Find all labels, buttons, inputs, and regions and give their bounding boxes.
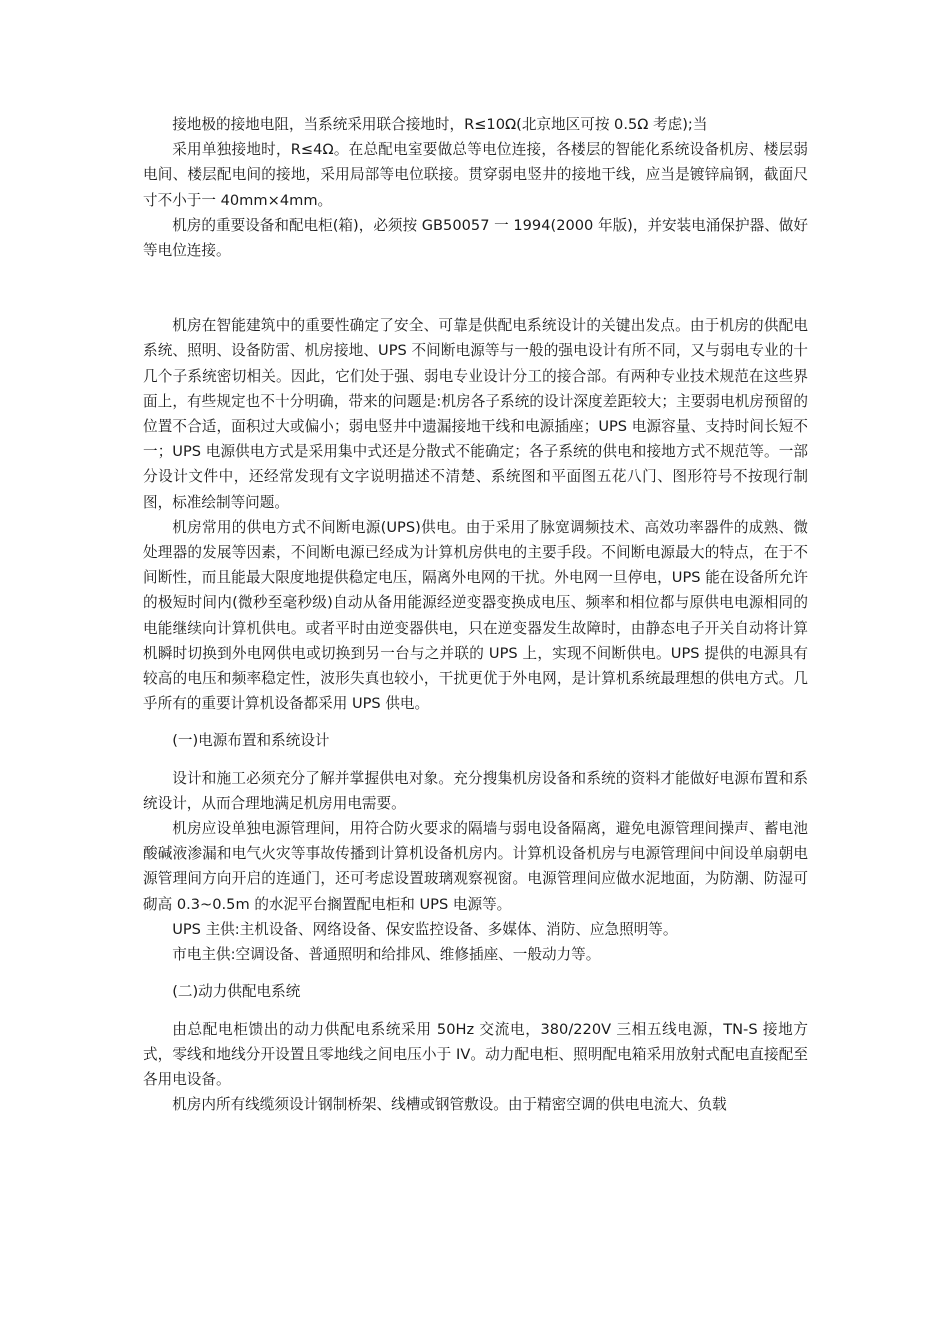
paragraph-machine-room-importance: 机房在智能建筑中的重要性确定了安全、可靠是供配电系统设计的关键出发点。由于机房的供配电系统、照明、设备防雷、机房接地、UPS 不间断电源等与一般的强电设计有所不同，又与弱电专业的十几个子系统密切相关。因此，它们处于强、弱电专业设计分工的接合部。有两种专业技术规范在这些界面上，有些规定也不十分明确，带来的问题是:机房各子系统的设计深度差距较大；主要弱电机房预留的位置不合适，面积过大或偏小；弱电竖井中遗漏接地干线和电源插座；UPS 电源容量、支持时间长短不一；UPS 电源供电方式是采用集中式还是分散式不能确定；各子系统的供电和接地方式不规范等。一部分设计文件中，还经常发现有文字说明描述不清楚、系统图和平面图五花八门、图形符号不按现行制图，标准绘制等问题。 xyxy=(143,317,808,511)
paragraph-separate-grounding: 采用单独接地时，R≤4Ω。在总配电室要做总等电位连接，各楼层的智能化系统设备机房、楼层弱电间、楼层配电间的接地，采用局部等电位联接。贯穿弱电竖井的接地干线，应当是镀锌扁钢，截面尺寸不小于一 40mm×4mm。 xyxy=(143,141,808,209)
heading-gap xyxy=(143,967,808,979)
paragraph-design-construction: 设计和施工必须充分了解并掌握供电对象。充分搜集机房设备和系统的资料才能做好电源布置和系统设计，从而合理地满足机房用电需要。 xyxy=(143,769,808,812)
paragraph-cabling: 机房内所有线缆须设计钢制桥架、线槽或钢管敷设。由于精密空调的供电电流大、负载 xyxy=(172,1096,727,1114)
paragraph-distribution-system: 由总配电柜馈出的动力供配电系统采用 50Hz 交流电，380/220V 三相五线电源，TN-S 接地方式，零线和地线分开设置且零地线之间电压小于 IV。动力配电柜、照明配电箱采用放射式配电直接配至各用电设备。 xyxy=(143,1020,808,1088)
paragraph-ups-power-supply: 机房常用的供电方式不间断电源(UPS)供电。由于采用了脉宽调频技术、高效功率器件的成熟、微处理器的发展等因素，不间断电源已经成为计算机房供电的主要手段。不间断电源最大的特点，在于不间断性，而且能最大限度地提供稳定电压，隔离外电网的干扰。外电网一旦停电，UPS 能在设备所允许的极短时间内(微秒至毫秒级)自动从备用能源经逆变器变换成电压、频率和相位都与原供电电源相同的电能继续向计算机供电。或者平时由逆变器供电，只在逆变器发生故障时，由静态电子开关自动将计算机瞬时切换到外电网供电或切换到另一台与之并联的 UPS 上，实现不间断供电。UPS 提供的电源具有较高的电压和频率稳定性，波形失真也较小，干扰更优于外电网，是计算机系统最理想的供电方式。几乎所有的重要计算机设备都采用 UPS 供电。 xyxy=(143,518,808,713)
document-page xyxy=(143,112,808,1117)
paragraph-power-room: 机房应设单独电源管理间，用符合防火要求的隔墙与弱电设备隔离，避免电源管理间操声、蓄电池酸碱液渗漏和电气火灾等事故传播到计算机设备机房内。计算机设备机房与电源管理间中间设单扇朝电源管理间方向开启的连通门，还可考虑设置玻璃观察视窗。电源管理间应做水泥地面，为防潮、防湿可砌高 0.3~0.5m 的水泥平台搁置配电柜和 UPS 电源等。 xyxy=(143,820,808,913)
heading-gap xyxy=(143,1005,808,1017)
paragraph-mains-supply: 市电主供:空调设备、普通照明和给排风、维修插座、一般动力等。 xyxy=(172,946,601,964)
paragraph-grounding-resistance: 接地极的接地电阻，当系统采用联合接地时，R≤10Ω(北京地区可按 0.5Ω 考虑);当 xyxy=(172,116,708,133)
heading-gap xyxy=(143,716,808,728)
heading-power-distribution: (二)动力供配电系统 xyxy=(172,983,301,1001)
heading-power-layout: (一)电源布置和系统设计 xyxy=(172,732,330,750)
paragraph-surge-protection: 机房的重要设备和配电柜(箱)，必须按 GB50057 一 1994(2000 年版)，并安装电涌保护器、做好等电位连接。 xyxy=(143,216,808,260)
section-gap xyxy=(143,263,808,313)
heading-gap xyxy=(143,754,808,766)
paragraph-ups-main-supply: UPS 主供:主机设备、网络设备、保安监控设备、多媒体、消防、应急照明等。 xyxy=(172,920,678,938)
